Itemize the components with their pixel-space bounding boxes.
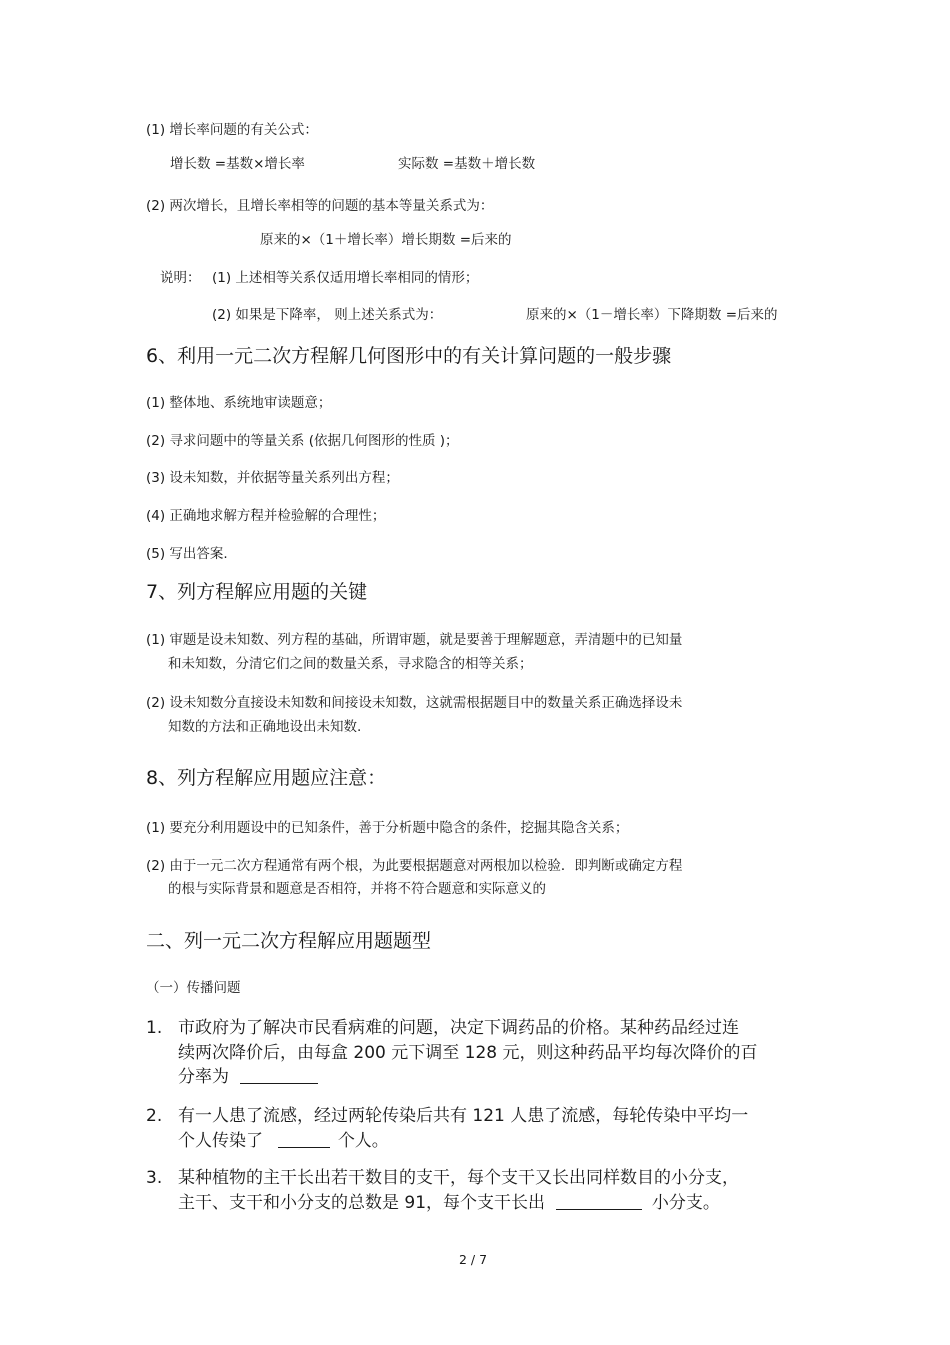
step-item: (1) 整体地、系统地审读题意； <box>146 395 332 411</box>
key-item-1-line-1: (1) 审题是设未知数、列方程的基础，所谓审题，就是要善于理解题意，弄清题中的已知量 <box>146 632 683 648</box>
two-growth-formula: 原来的×（1＋增长率）增长期数 =后来的 <box>260 232 512 248</box>
decline-formula: 原来的×（1－增长率）下降期数 =后来的 <box>526 307 778 323</box>
step-item: (5) 写出答案. <box>146 546 228 562</box>
attention-item-1: (1) 要充分利用题设中的已知条件，善于分析题中隐含的条件，挖掘其隐含关系； <box>146 820 629 836</box>
question-number: 2. <box>146 1106 163 1126</box>
attention-item-2-line-1: (2) 由于一元二次方程通常有两个根，为此要根据题意对两根加以检验．即判断或确定方程 <box>146 858 683 874</box>
formula-actual: 实际数 =基数＋增长数 <box>398 156 536 172</box>
answer-blank[interactable] <box>278 1133 330 1148</box>
question-2-line-1: 有一人患了流感，经过两轮传染后共有 121 人患了流感，每轮传染中平均一 <box>178 1106 749 1126</box>
page-number: 2 / 7 <box>459 1252 488 1267</box>
question-1-line-3-text: 分率为 <box>178 1067 229 1087</box>
attention-item-2-line-2: 的根与实际背景和题意是否相符，并将不符合题意和实际意义的 <box>168 881 546 897</box>
formula-intro: (1) 增长率问题的有关公式： <box>146 122 318 138</box>
two-growth-intro: (2) 两次增长，且增长率相等的问题的基本等量关系式为： <box>146 198 494 214</box>
note-label: 说明： <box>160 270 201 286</box>
subsection-title: （一）传播问题 <box>146 980 241 996</box>
question-3-line-1: 某种植物的主干长出若干数目的支干，每个支干又长出同样数目的小分支， <box>178 1168 739 1188</box>
section-8-heading: 8、列方程解应用题应注意： <box>146 767 387 789</box>
section-7-heading: 7、列方程解应用题的关键 <box>146 581 368 603</box>
question-2-line-2-suffix: 个人。 <box>337 1131 389 1151</box>
question-number: 1. <box>146 1018 163 1038</box>
question-2-line-2-text: 个人传染了 <box>178 1131 263 1151</box>
question-1-line-2: 续两次降价后，由每盒 200 元下调至 128 元，则这种药品平均每次降价的百 <box>178 1043 758 1063</box>
question-3-line-2 <box>178 1195 720 1212</box>
key-item-2-line-2: 知数的方法和正确地设出未知数. <box>168 719 362 735</box>
question-1-line-1: 市政府为了解决市民看病难的问题，决定下调药品的价格。某种药品经过连 <box>178 1018 739 1038</box>
question-3-line-2-suffix: 小分支。 <box>651 1193 720 1213</box>
formula-growth: 增长数 =基数×增长率 <box>170 156 305 172</box>
part-2-heading: 二、列一元二次方程解应用题题型 <box>146 930 432 952</box>
question-3-line-2-text: 主干、支干和小分支的总数是 91，每个支干长出 <box>178 1193 546 1213</box>
section-6-heading: 6、利用一元二次方程解几何图形中的有关计算问题的一般步骤 <box>146 345 672 367</box>
question-number: 3. <box>146 1168 163 1188</box>
key-item-2-line-1: (2) 设未知数分直接设未知数和间接设未知数，这就需根据题目中的数量关系正确选择设未 <box>146 695 683 711</box>
key-item-1-line-2: 和未知数，分清它们之间的数量关系，寻求隐含的相等关系； <box>168 656 533 672</box>
question-2-line-2 <box>178 1133 389 1150</box>
answer-blank[interactable] <box>556 1195 642 1210</box>
step-item: (2) 寻求问题中的等量关系 (依据几何图形的性质 )； <box>146 433 459 449</box>
question-1-line-3 <box>178 1069 318 1086</box>
step-item: (3) 设未知数，并依据等量关系列出方程； <box>146 470 399 486</box>
note-item-1: (1) 上述相等关系仅适用增长率相同的情形； <box>212 270 479 286</box>
answer-blank[interactable] <box>240 1069 318 1084</box>
note-item-2: (2) 如果是下降率， 则上述关系式为： <box>212 307 443 323</box>
step-item: (4) 正确地求解方程并检验解的合理性； <box>146 508 386 524</box>
